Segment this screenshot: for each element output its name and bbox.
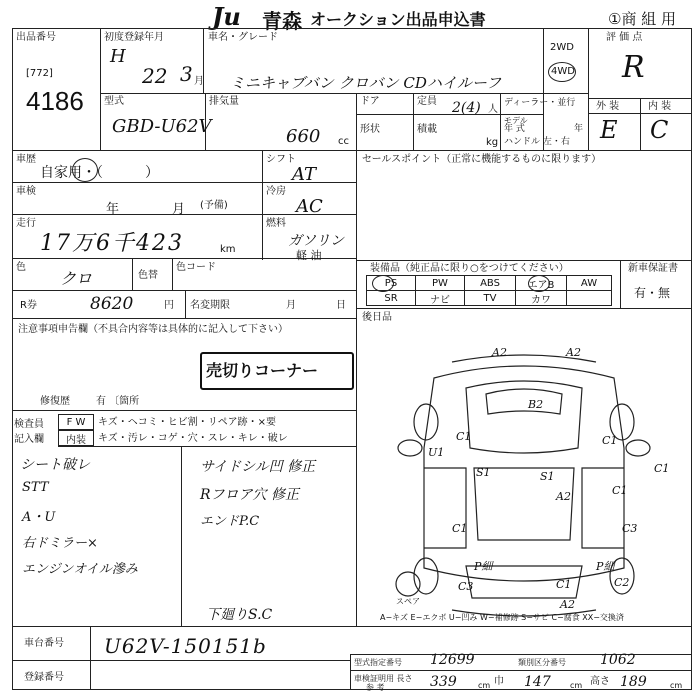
recycle-value: 8620 [90, 294, 134, 314]
logo-text: Ju [212, 2, 241, 31]
dealer-label: ディーラー・並行 [504, 98, 576, 108]
name-change-month: 月 [286, 300, 296, 311]
damage-mark: C1 [612, 484, 628, 497]
height-value: 189 [620, 674, 647, 690]
remark-left: エンジンオイル滲み [22, 562, 138, 577]
lot-number: 4186 [26, 86, 84, 116]
repair-history-value: 有 〔箇所 [96, 396, 140, 407]
door-label: ドア [360, 96, 380, 107]
damage-mark: A2 [556, 490, 571, 503]
ps-circle [372, 275, 394, 292]
car-name-label: 車名・グレード [208, 32, 278, 43]
model-year-label2: 年 式 [504, 124, 525, 134]
remark-left: STT [22, 480, 49, 495]
car-name-value: ミニキャブバン クロバン CDハイルーフ [230, 74, 502, 92]
class-label: 類別区分番号 [518, 658, 566, 667]
equip-item: PW [415, 275, 465, 291]
grade-value: R [622, 50, 645, 85]
height-label: 高さ [590, 676, 610, 687]
color-value: クロ [60, 269, 93, 288]
damage-mark: C3 [458, 580, 474, 593]
remark-right: サイドシル凹 修正 [200, 459, 316, 475]
damage-mark: C1 [556, 578, 572, 591]
capacity-value: 2(4) [452, 100, 481, 116]
class-value: 1062 [600, 652, 636, 668]
load-unit: kg [486, 137, 499, 148]
width-value: 147 [524, 674, 551, 690]
history-value: 自家用・（ ） [40, 165, 159, 181]
mileage-value: 17万6千423 [40, 231, 184, 256]
shape-label: 形状 [360, 124, 380, 135]
damage-mark: C2 [614, 576, 630, 589]
length-value: 339 [430, 674, 457, 690]
width-label: 巾 [494, 676, 504, 687]
color-change-label: 色替 [138, 270, 158, 281]
capacity-label: 定員 [417, 96, 437, 107]
damage-mark: S1 [476, 466, 491, 479]
repair-history-label: 修復歴 [40, 396, 70, 407]
first-reg-era: H [110, 46, 126, 67]
remark-right: エンドP.C [200, 514, 260, 529]
sales-points-label: セールスポイント（正常に機能するものに限ります） [362, 154, 602, 165]
sold-stamp-text: 売切りコーナー [206, 361, 319, 380]
equip-item [566, 290, 612, 306]
equip-item: AW [566, 275, 612, 291]
auction-logo [212, 2, 241, 31]
reg-number-label: 登録番号 [24, 672, 64, 683]
type-cert-label: 型式指定番号 [354, 658, 402, 667]
inspector-label: 検査員 [14, 419, 44, 430]
remark-left: シート破レ [20, 457, 90, 473]
damage-mark: C3 [622, 522, 638, 535]
equip-item: ABS [464, 275, 516, 291]
damage-mark: C1 [602, 434, 618, 447]
name-change-label: 名変期限 [190, 300, 230, 311]
first-reg-month-unit: 月 [194, 76, 204, 87]
fw-label: F W [58, 414, 94, 430]
first-reg-label: 初度登録年月 [104, 32, 164, 43]
fw-items: キズ・ヘコミ・ヒビ割・リペア跡・×要 [98, 417, 276, 428]
rear-items-label: 後日品 [362, 312, 392, 323]
color-code-label: 色コード [176, 262, 216, 273]
spare-label: スペア [396, 597, 420, 606]
exterior-label: 外 装 [596, 101, 620, 112]
equip-item: PS [366, 275, 416, 291]
inspection-note: (予備) [200, 200, 228, 211]
interior-label: 内 装 [648, 101, 672, 112]
ac-value: AC [296, 196, 323, 217]
damage-mark: P細 [596, 560, 615, 573]
inspection-month-unit: 月 [172, 202, 186, 217]
history-circle [72, 158, 98, 182]
damage-mark: A2 [560, 598, 575, 611]
model-year-unit: 年 [574, 124, 584, 134]
name-change-day: 日 [336, 300, 346, 311]
equip-item: エアB [515, 275, 567, 291]
form-title: オークション出品申込書 [310, 10, 486, 29]
recycle-label: R券 [20, 300, 37, 311]
airbag-circle [528, 275, 550, 292]
damage-mark: A2 [566, 346, 581, 359]
equipment-label: 装備品（純正品に限り○をつけてください） [370, 263, 569, 274]
ac-label: 冷房 [266, 186, 286, 197]
damage-legend: A−キズ E−エクボ U−凹み W−補修跡 S−サビ C−腐食 XX−交換済 [380, 613, 624, 622]
damage-mark: C1 [452, 522, 468, 535]
model-year-label: モデル [504, 116, 528, 125]
equip-item: カワ [515, 290, 567, 306]
shift-label: シフト [266, 154, 296, 165]
displacement-label: 排気量 [209, 96, 239, 107]
color-label: 色 [16, 262, 26, 273]
drive-2wd: 2WD [550, 42, 574, 53]
damage-mark: B2 [528, 398, 544, 411]
grade-label: 評 価 点 [606, 32, 643, 43]
interior-value: C [650, 116, 669, 144]
ref-label: 参 考 [366, 683, 385, 692]
height-unit: cm [670, 681, 683, 690]
inspection-label: 車検 [16, 186, 36, 197]
remark-right: Rフロア穴 修正 [200, 487, 299, 503]
load-label: 積載 [417, 124, 437, 135]
remark-left: 右ドミラー× [22, 536, 98, 551]
length-unit: cm [478, 681, 491, 690]
lot-number-label: 出品番号 [16, 32, 56, 43]
remark-left: A・U [22, 510, 56, 525]
drive-4wd: 4WD [551, 66, 575, 77]
remark-bottom: 下廻りS.C [206, 607, 273, 623]
chassis-label: 車台番号 [24, 638, 64, 649]
inspection-year-unit: 年 [106, 202, 120, 217]
width-unit: cm [570, 681, 583, 690]
notes-label: 注意事項申告欄（不具合内容等は具体的に記入して下さい） [18, 324, 288, 335]
damage-mark: C1 [654, 462, 670, 475]
model-label: 型式 [104, 96, 124, 107]
fuel-label: 燃料 [266, 218, 286, 229]
copy-label: ①商 組 用 [608, 10, 676, 28]
capacity-unit: 人 [488, 104, 498, 115]
damage-mark: A2 [492, 346, 507, 359]
equip-item: TV [464, 290, 516, 306]
history-label: 車歴 [16, 154, 36, 165]
org-name: 青森 [262, 9, 302, 33]
interior-row-label: 内装 [58, 430, 94, 446]
lot-number-sub: [772] [26, 68, 53, 79]
shift-value: AT [292, 164, 317, 185]
damage-mark: U1 [428, 446, 445, 459]
fuel-other: 軽 油 [296, 249, 322, 262]
displacement-value: 660 [286, 126, 321, 147]
mileage-label: 走行 [16, 218, 36, 229]
equip-item: SR [366, 290, 416, 306]
model-value: GBD-U62V [112, 116, 212, 137]
warranty-value: 有・無 [634, 286, 671, 300]
warranty-label: 新車保証書 [628, 263, 678, 274]
handle-label: ハンドル 左・右 [504, 137, 570, 147]
first-reg-year: 22 [142, 64, 168, 88]
recycle-unit: 円 [164, 300, 174, 311]
type-cert-value: 12699 [430, 652, 475, 668]
interior-row-items: キズ・汚レ・コゲ・穴・スレ・キレ・破レ [98, 433, 288, 444]
chassis-value: U62V-150151b [104, 634, 267, 658]
fuel-value: ガソリン [288, 233, 344, 249]
damage-mark: S1 [540, 470, 555, 483]
equip-item: ナビ [415, 290, 465, 306]
car-diagram [356, 318, 692, 626]
cert-length-label: 車検証明用 長さ [354, 674, 413, 683]
first-reg-month: 3 [180, 62, 193, 86]
mileage-unit: km [220, 244, 236, 255]
displacement-unit: cc [338, 136, 349, 147]
exterior-value: E [600, 116, 618, 144]
damage-mark: P細 [474, 560, 493, 573]
damage-mark: C1 [456, 430, 472, 443]
inspector-label2: 記入欄 [14, 434, 44, 445]
